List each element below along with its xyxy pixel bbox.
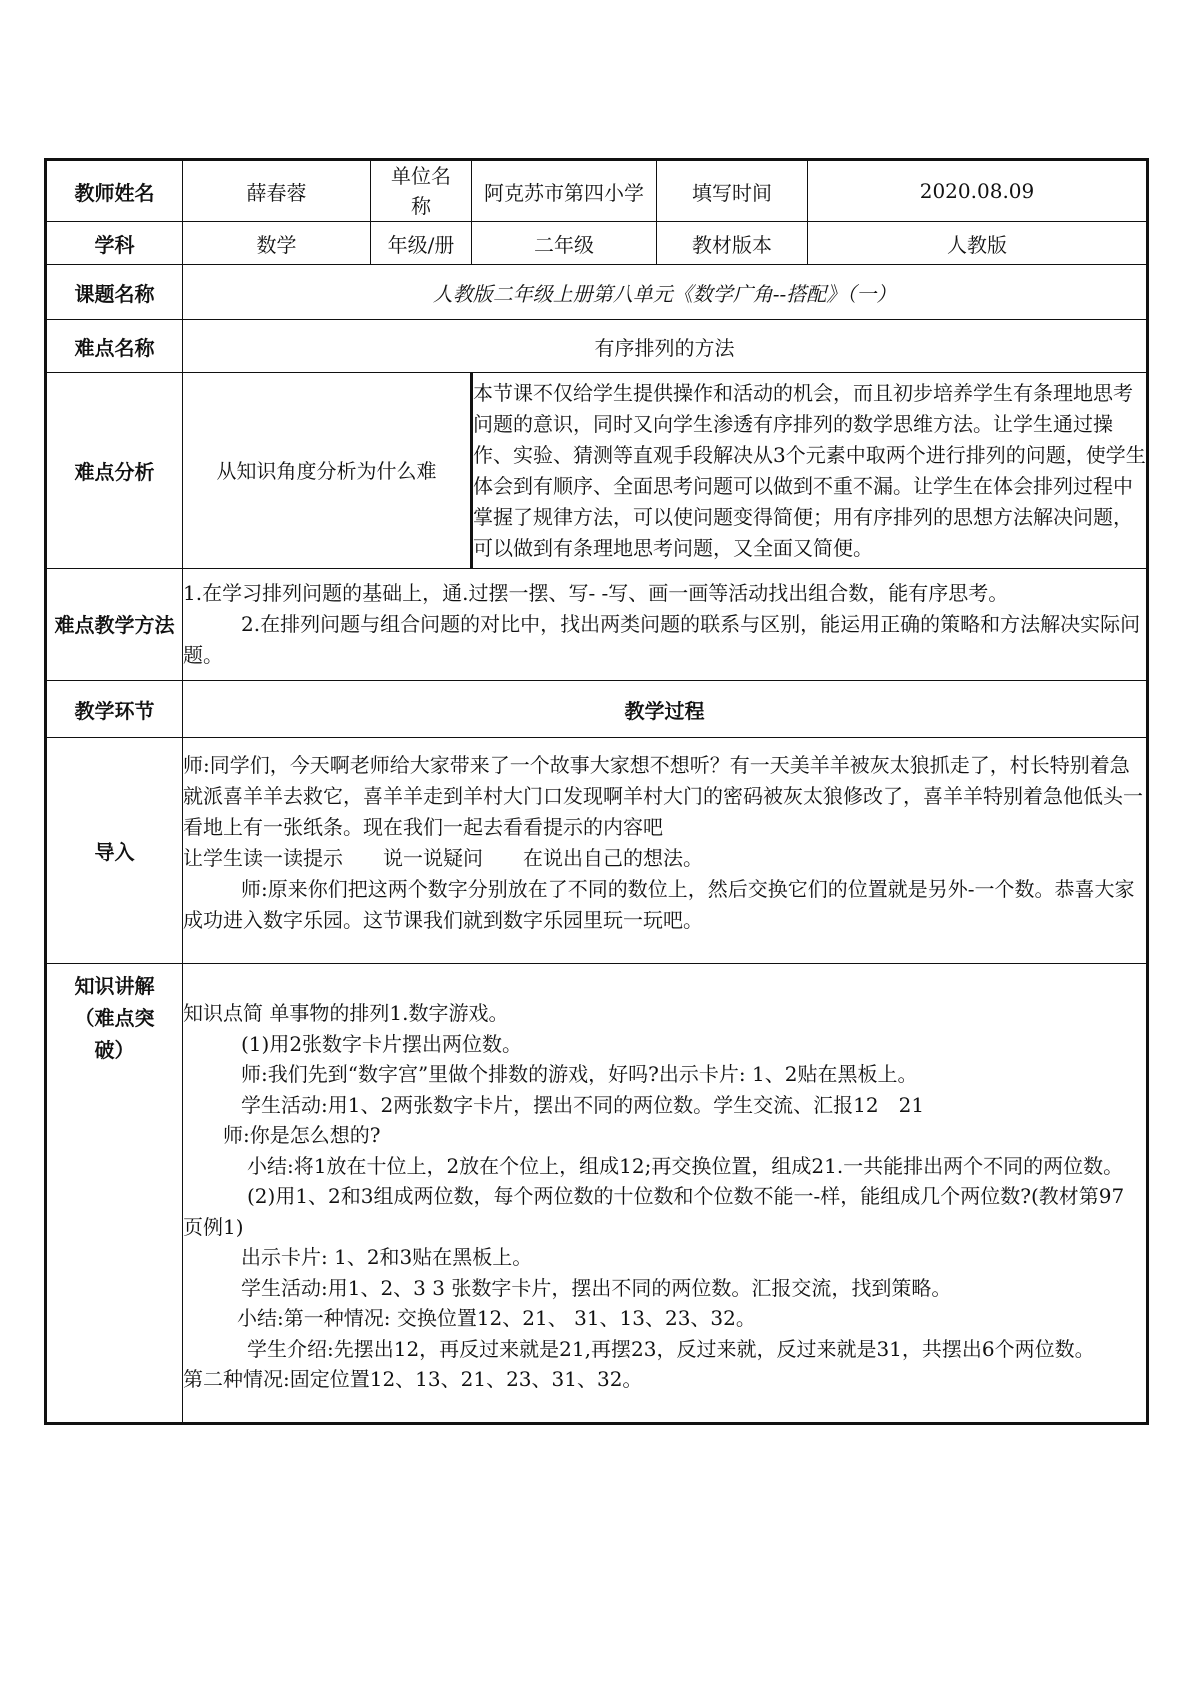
method-row (46, 569, 1148, 681)
method-line-2: 2.在排列问题与组合问题的对比中，找出两类问题的联系与区别，能运用正确的策略和方法解决实际问题。 (183, 612, 1141, 667)
method-line-1: 1.在学习排列问题的基础上，通.过摆一摆、写- -写、画一画等活动找出组合数，能有序思考。 (183, 581, 1009, 605)
knowledge-line: 第二种情况:固定位置12、13、21、23、31、32。 (183, 1367, 643, 1391)
topic-label: 课题名称 (46, 265, 183, 320)
lesson-plan-table (44, 158, 1149, 1425)
analysis-sub-label: 从知识角度分析为什么难 (183, 373, 472, 569)
edition-label: 教材版本 (657, 222, 808, 265)
knowledge-cell (183, 964, 1148, 1424)
knowledge-line: 学生介绍:先摆出12，再反过来就是21,再摆23，反过来就，反过来就是31，共摆出6个两位数。 (247, 1336, 1095, 1361)
subject-value: 数学 (183, 222, 371, 265)
edition-value: 人教版 (808, 222, 1148, 265)
unit-label: 单位名称 (371, 160, 472, 222)
intro-paragraph-3: 师:原来你们把这两个数字分别放在了不同的数位上，然后交换它们的位置就是另外-一个数。恭喜大家成功进入数字乐园。这节课我们就到数字乐园里玩一玩吧。 (183, 877, 1135, 932)
knowledge-label: 知识讲解（难点突破） (46, 964, 183, 1424)
process-value: 教学过程 (183, 681, 1148, 738)
analysis-row (46, 373, 1148, 569)
difficulty-label: 难点名称 (46, 320, 183, 373)
unit-value: 阿克苏市第四小学 (472, 160, 657, 222)
date-value: 2020.08.09 (808, 160, 1148, 222)
process-label: 教学环节 (46, 681, 183, 738)
subject-row (46, 222, 1148, 265)
knowledge-line: (2)用1、2和3组成两位数，每个两位数的十位数和个位数不能一-样，能组成几个两位数?(教材第97 页例1) (183, 1184, 1125, 1239)
knowledge-line: 师:我们先到“数字宫”里做个排数的游戏，好吗?出示卡片: 1、2贴在黑板上。 (241, 1062, 918, 1086)
topic-value: 人教版二年级上册第八单元《数学广角--搭配》（一） (183, 265, 1148, 320)
analysis-text: 本节课不仅给学生提供操作和活动的机会，而且初步培养学生有条理地思考问题的意识，同时又向学生渗透有序排列的数学思维方法。让学生通过操作、实验、猜测等直观手段解决从3个元素中取两个进行排列的问题，使学生体会到有顺序、全面思考问题可以做到不重不漏。让学生在体会排列过程中掌握了规律方法，可以使问题变得简便；用有序排列的思想方法解决问题，可以做到有条理地思考问题，又全面又简便。 (472, 373, 1148, 569)
difficulty-value: 有序排列的方法 (183, 320, 1148, 373)
knowledge-line: 师:你是怎么想的? (223, 1123, 381, 1147)
knowledge-line: 知识点简 单事物的排列1.数字游戏。 (183, 1001, 509, 1025)
intro-paragraph-1: 师:同学们，今天啊老师给大家带来了一个故事大家想不想听？有一天美羊羊被灰太狼抓走了，村长特别着急就派喜羊羊去救它，喜羊羊走到羊村大门口发现啊羊村大门的密码被灰太狼修改了，喜羊羊特别着急他低头一看地上有一张纸条。现在我们一起去看看提示的内容吧 (183, 753, 1143, 839)
difficulty-row (46, 320, 1148, 373)
teacher-label: 教师姓名 (46, 160, 183, 222)
process-header-row (46, 681, 1148, 738)
grade-label: 年级/册 (371, 222, 472, 265)
subject-label: 学科 (46, 222, 183, 265)
lesson-plan-page (44, 158, 1146, 1425)
intro-paragraph-2: 让学生读一读提示 说一说疑问 在说出自己的想法。 (183, 846, 703, 870)
grade-value: 二年级 (472, 222, 657, 265)
knowledge-line: 出示卡片: 1、2和3贴在黑板上。 (241, 1245, 533, 1269)
knowledge-row (46, 964, 1148, 1424)
knowledge-line: 学生活动:用1、2两张数字卡片，摆出不同的两位数。学生交流、汇报12 21 (241, 1092, 925, 1117)
analysis-label: 难点分析 (46, 373, 183, 569)
method-label: 难点教学方法 (46, 569, 183, 681)
knowledge-line: 小结:第一种情况: 交换位置12、21、 31、13、23、32。 (237, 1306, 756, 1330)
date-label: 填写时间 (657, 160, 808, 222)
knowledge-line: 学生活动:用1、2、3 3 张数字卡片，摆出不同的两位数。汇报交流，找到策略。 (241, 1275, 952, 1300)
method-cell (183, 569, 1148, 681)
topic-row (46, 265, 1148, 320)
intro-cell (183, 738, 1148, 964)
header-row (46, 160, 1148, 222)
knowledge-line: 小结:将1放在十位上，2放在个位上，组成12;再交换位置，组成21.一共能排出两个不同的两位数。 (247, 1153, 1124, 1178)
knowledge-line: (1)用2张数字卡片摆出两位数。 (241, 1031, 523, 1056)
intro-label: 导入 (46, 738, 183, 964)
teacher-value: 薛春蓉 (183, 160, 371, 222)
intro-row (46, 738, 1148, 964)
